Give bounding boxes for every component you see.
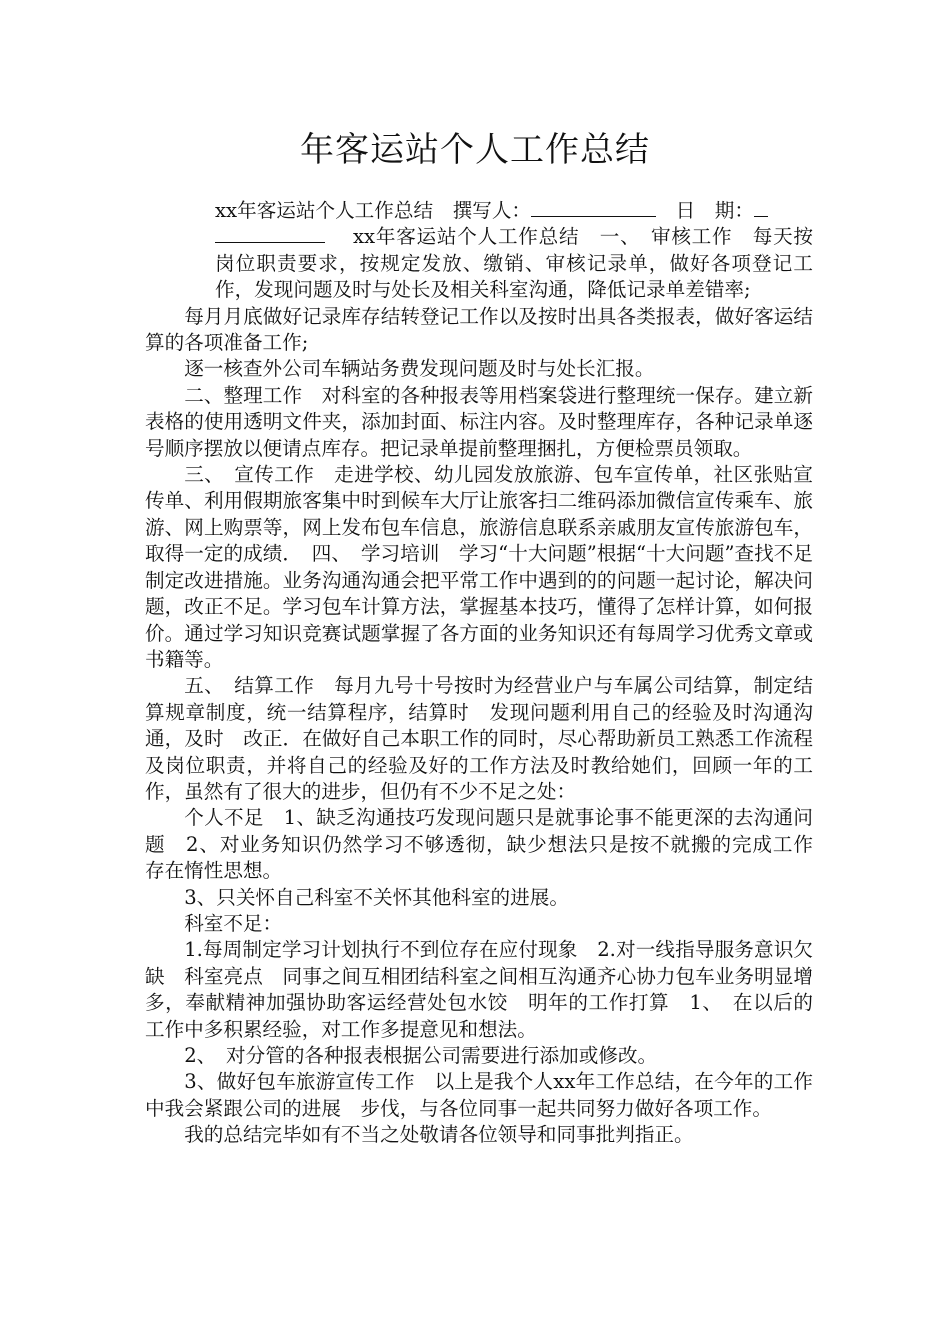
paragraph: 科室不足： xyxy=(184,911,283,935)
paragraph: 五、 结算工作 每月九号十号按时为经营业户与车属公司结算，制定结算规章制度，统一结算程序，结算时 发现问题利用自己的经验及时沟通沟通，及时 改正．在做好自己本职工作的同时，尽心帮助新员工熟悉工作流程及岗位职责，并将自己的经验及好的工作方法及时教给她们，回顾一年的工作，虽然有了很大的进步，但仍有不少不足之处： xyxy=(145,674,813,803)
date-label: 日 期： xyxy=(675,199,754,222)
document-body xyxy=(145,198,833,1149)
paragraph: 三、 宣传工作 走进学校、幼儿园发放旅游、包车宣传单，社区张贴宣传单、利用假期旅客集中时到候车大厅让旅客扫二维码添加微信宣传乘车、旅游、网上购票等，网上发布包车信息，旅游信息联系亲戚朋友宣传旅游包车，取得一定的成绩． 四、 学习培训 学习“十大问题”根据“十大问题”查找不足制定改进措施。业务沟通沟通会把平常工作中遇到的的问题一起讨论，解决问题，改正不足。学习包车计算方法，掌握基本技巧，懂得了怎样计算，如何报价。通过学习知识竞赛试题掌握了各方面的业务知识还有每周学习优秀文章或书籍等。 xyxy=(145,463,813,671)
document-title: 年客运站个人工作总结 xyxy=(300,130,650,170)
paragraph: 1.每周制定学习计划执行不到位存在应付现象 2.对一线指导服务意识欠缺 科室亮点 同事之间互相团结科室之间相互沟通齐心协力包车业务明显增多，奉献精神加强协助客运经营处包水饺 明年的工作打算 1、 在以后的工作中多积累经验，对工作多提意见和想法。 xyxy=(145,938,813,1041)
header-doc-name: xx年客运站个人工作总结 xyxy=(215,199,434,222)
paragraph: 2、 对分管的各种报表根据公司需要进行添加或修改。 xyxy=(184,1044,658,1067)
header-doc-name-repeat: xx年客运站个人工作总结 xyxy=(353,225,580,249)
paragraph: 每月月底做好记录库存结转登记工作以及按时出具各类报表，做好客运结算的各项准备工作; xyxy=(145,304,813,355)
paragraph: 二、整理工作 对科室的各种报表等用档案袋进行整理统一保存。建立新表格的使用透明文件夹，添加封面、标注内容。及时整理库存，各种记录单逐号顺序摆放以便请点库存。把记录单提前整理捆扎，方便检票员领取。 xyxy=(145,383,813,460)
paragraph-text: 一、 审核工作 每天按岗位职责要求，按规定发放、缴销、审核记录单，做好各项登记工作，发现问题及时与处长及相关科室沟通，降低记录单差错率; xyxy=(215,225,814,302)
paragraph: 3、做好包车旅游宣传工作 以上是我个人xx年工作总结，在今年的工作中我会紧跟公司的进展 步伐，与各位同事一起共同努力做好各项工作。 xyxy=(145,1070,813,1120)
paragraph: 3、只关怀自己科室不关怀其他科室的进展。 xyxy=(184,885,569,909)
header-line xyxy=(145,198,813,304)
date-blank-1 xyxy=(754,198,768,217)
paragraph: 我的总结完毕如有不当之处敬请各位领导和同事批判指正。 xyxy=(184,1123,694,1147)
author-label: 撰写人： xyxy=(452,199,532,222)
author-blank xyxy=(531,198,656,217)
paragraph: 逐一核查外公司车辆站务费发现问题及时与处长汇报。 xyxy=(184,357,655,381)
date-blank-2 xyxy=(215,224,325,243)
paragraph: 个人不足 1、缺乏沟通技巧发现问题只是就事论事不能更深的去沟通问题 2、对业务知识仍然学习不够透彻，缺少想法只是按不就搬的完成工作 存在惰性思想。 xyxy=(145,806,833,883)
